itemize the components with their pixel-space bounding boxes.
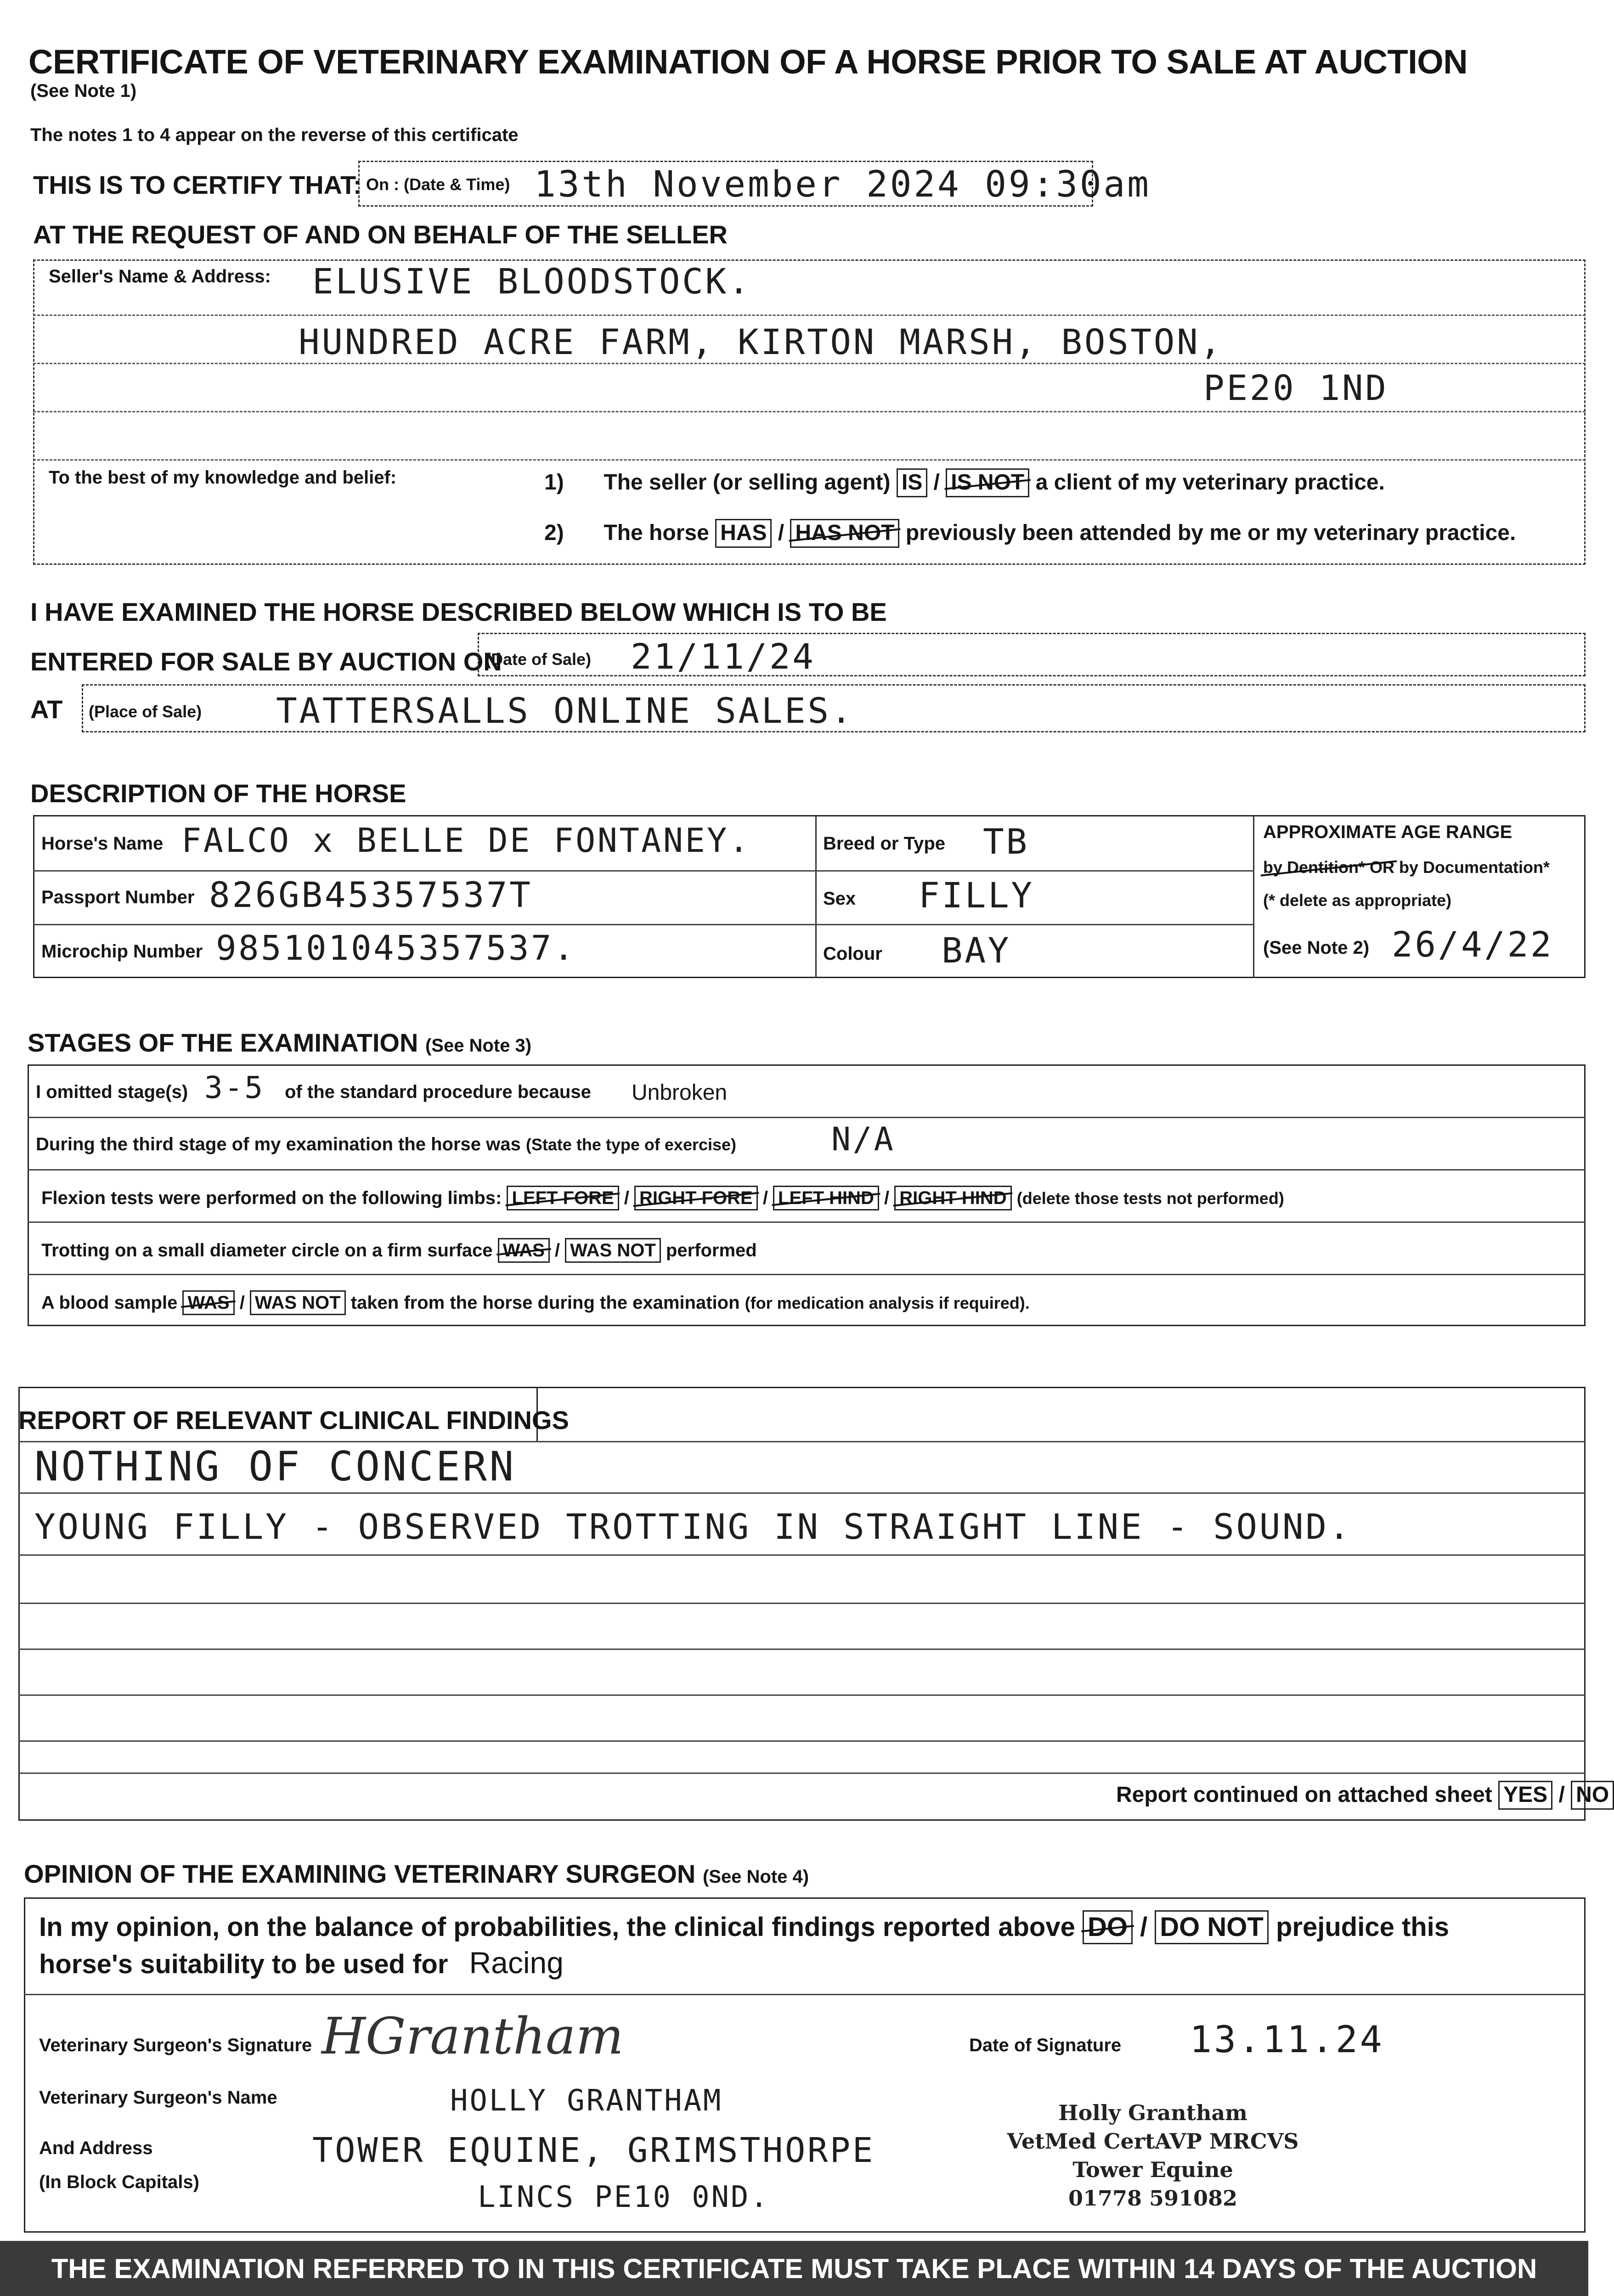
blood-sample-note: (for medication analysis if required).: [745, 1294, 1030, 1312]
stamp-name: Holly Grantham: [1058, 2100, 1247, 2125]
trot-was-not-option[interactable]: WAS NOT: [565, 1238, 661, 1263]
examined-heading: I HAVE EXAMINED THE HORSE DESCRIBED BELOW WHICH IS TO BE: [30, 597, 887, 626]
footer-banner: [0, 2241, 1588, 2296]
table-divider: [815, 815, 817, 978]
is-option[interactable]: IS: [897, 468, 927, 497]
age-method: [1263, 858, 1550, 877]
stages-heading-note: (See Note 3): [425, 1035, 532, 1056]
opinion-line: [24, 1994, 1586, 1995]
horse-name-value: FALCO x BELLE DE FONTANEY.: [181, 821, 751, 860]
footer-text: THE EXAMINATION REFERRED TO IN THIS CERTIFICATE MUST TAKE PLACE WITHIN 14 DAYS OF THE AUCTION: [51, 2253, 1537, 2284]
age-range-heading: APPROXIMATE AGE RANGE: [1263, 822, 1512, 842]
colour-label: Colour: [823, 944, 882, 964]
address-line2-value: LINCS PE10 0ND.: [478, 2180, 770, 2214]
seller-name-label: Seller's Name & Address:: [49, 266, 271, 287]
do-not-option[interactable]: DO NOT: [1155, 1910, 1269, 1944]
opinion-use-label: horse's suitability to be used for: [39, 1949, 448, 1979]
opinion-heading-text: OPINION OF THE EXAMINING VETERINARY SURGEON: [24, 1859, 696, 1888]
report-continued-label: Report continued on attached sheet: [1116, 1783, 1492, 1807]
opinion-use-value: Racing: [469, 1946, 564, 1980]
table-line: [33, 924, 1254, 925]
signature-value: HGrantham: [322, 2007, 624, 2065]
table-line: [28, 1221, 1586, 1223]
trot-was-option[interactable]: WAS: [498, 1238, 550, 1263]
third-stage-value: N/A: [831, 1120, 896, 1158]
report-line: [18, 1554, 1586, 1556]
flexion-tests-note: (delete those tests not performed): [1016, 1189, 1284, 1208]
report-line: [18, 1492, 1586, 1494]
seller-address-line2: HUNDRED ACRE FARM, KIRTON MARSH, BOSTON,: [299, 321, 1223, 362]
on-date-value: 13th November 2024 09:30am: [534, 164, 1151, 205]
age-value: 26/4/22: [1392, 924, 1554, 965]
report-heading-side-box: [536, 1387, 1586, 1441]
seller-line: [33, 459, 1586, 461]
colour-value: BAY: [942, 930, 1011, 971]
table-divider: [1253, 815, 1254, 978]
certify-date-box[interactable]: [358, 161, 1151, 207]
has-option[interactable]: HAS: [715, 519, 772, 548]
stages-heading: [28, 1028, 531, 1058]
seller-line: [33, 411, 1586, 412]
item-number: 1): [544, 470, 564, 495]
table-line: [28, 1169, 1586, 1171]
report-line: [18, 1649, 1586, 1650]
is-not-option[interactable]: IS NOT: [946, 468, 1029, 497]
omitted-stages-value: 3-5: [204, 1070, 265, 1105]
date-of-sale-value: 21/11/24: [631, 636, 816, 677]
trotting-row: Trotting on a small diameter circle on a firm surface WAS / WAS NOT performed: [41, 1238, 757, 1263]
opinion-statement: In my opinion, on the balance of probabilities, the clinical findings reported above DO / DO NOT prejudice this: [39, 1910, 1449, 1944]
date-of-signature-label: Date of Signature: [969, 2035, 1122, 2055]
flexion-tests-row: Flexion tests were performed on the following limbs: LEFT FORE / RIGHT FORE / LEFT HIND / RIGHT HIND (delete those tests not performed): [41, 1186, 1284, 1210]
trotting-label: Trotting on a small diameter circle on a firm surface: [41, 1240, 493, 1261]
address-note: (In Block Capitals): [39, 2172, 199, 2192]
seller-address-line3: PE20 1ND: [1203, 367, 1388, 408]
breed-label: Breed or Type: [823, 833, 945, 854]
left-hind-option[interactable]: LEFT HIND: [773, 1186, 879, 1210]
sex-label: Sex: [823, 889, 856, 909]
omitted-stages-label: I omitted stage(s): [36, 1082, 188, 1102]
report-line: [18, 1773, 1586, 1774]
notes-line: The notes 1 to 4 appear on the reverse of this certificate: [30, 125, 519, 145]
blood-was-not-option[interactable]: WAS NOT: [250, 1290, 346, 1315]
opinion-heading: [24, 1859, 809, 1889]
date-of-sale-label: (Date of Sale): [485, 650, 592, 669]
continued-yes-option[interactable]: YES: [1498, 1781, 1552, 1810]
stamp-phone: 01778 591082: [1068, 2186, 1238, 2211]
seller-line: [33, 363, 1586, 364]
table-line: [33, 870, 1254, 872]
opinion-text: prejudice this: [1275, 1912, 1450, 1942]
third-stage-label: [36, 1134, 736, 1155]
report-heading: REPORT OF RELEVANT CLINICAL FINDINGS: [18, 1406, 569, 1435]
report-line2-value: YOUNG FILLY - OBSERVED TROTTING IN STRAIGHT LINE - SOUND.: [34, 1506, 1352, 1547]
signature-label: Veterinary Surgeon's Signature: [39, 2035, 312, 2055]
on-date-label: On : (Date & Time): [366, 175, 510, 194]
age-delete-note: (* delete as appropriate): [1263, 891, 1452, 910]
stages-heading-text: STAGES OF THE EXAMINATION: [28, 1028, 418, 1057]
left-fore-option[interactable]: LEFT FORE: [507, 1186, 619, 1210]
horse-attended-statement: 2) The horse HAS / HAS NOT previously been attended by me or my veterinary practice.: [544, 519, 1516, 548]
item-text: a client of my veterinary practice.: [1035, 470, 1385, 495]
by-documentation-option[interactable]: by Documentation*: [1399, 858, 1550, 877]
third-stage-text: During the third stage of my examination the horse was: [36, 1134, 521, 1154]
title-note: (See Note 1): [30, 81, 137, 101]
vet-name-label: Veterinary Surgeon's Name: [39, 2088, 277, 2108]
has-not-option[interactable]: HAS NOT: [790, 519, 899, 548]
certificate-title: CERTIFICATE OF VETERINARY EXAMINATION OF A HORSE PRIOR TO SALE AT AUCTION: [28, 43, 1468, 81]
item-number: 2): [544, 521, 564, 545]
passport-number-value: 826GB45357537T: [209, 874, 533, 915]
blood-was-option[interactable]: WAS: [182, 1290, 234, 1315]
seller-line: [33, 315, 1586, 316]
horse-name-label: Horse's Name: [41, 833, 164, 854]
belief-label: To the best of my knowledge and belief:: [49, 467, 397, 488]
report-line: [18, 1694, 1586, 1696]
address-label: And Address: [39, 2138, 153, 2158]
address-line1-value: TOWER EQUINE, GRIMSTHORPE: [312, 2131, 875, 2170]
date-of-signature-value: 13.11.24: [1190, 2018, 1384, 2061]
seller-name-value: ELUSIVE BLOODSTOCK.: [312, 261, 752, 302]
trotting-post: performed: [666, 1240, 757, 1261]
do-option[interactable]: DO: [1083, 1910, 1133, 1944]
vet-stamp: [1001, 2099, 1304, 2212]
report-line: [18, 1603, 1586, 1604]
third-stage-note: (State the type of exercise): [525, 1135, 737, 1154]
place-of-sale-label: (Place of Sale): [89, 702, 202, 721]
seller-heading: AT THE REQUEST OF AND ON BEHALF OF THE SELLER: [33, 220, 728, 249]
by-dentition-option[interactable]: by Dentition* OR: [1263, 858, 1394, 877]
at-label: AT: [30, 695, 63, 724]
item-text: The seller (or selling agent): [604, 470, 891, 495]
omitted-because-label: of the standard procedure because: [285, 1082, 591, 1102]
blood-sample-label: A blood sample: [41, 1293, 178, 1313]
place-of-sale-box[interactable]: [82, 684, 1586, 732]
microchip-number-label: Microchip Number: [41, 941, 203, 962]
report-continued-row: Report continued on attached sheet YES / NO: [1116, 1781, 1614, 1810]
breed-value: TB: [983, 821, 1029, 862]
date-of-sale-box[interactable]: [478, 633, 1586, 676]
right-hind-option[interactable]: RIGHT HIND: [894, 1186, 1011, 1210]
blood-sample-post: taken from the horse during the examination: [350, 1293, 740, 1313]
stamp-practice: Tower Equine: [1072, 2157, 1233, 2182]
continued-no-option[interactable]: NO: [1571, 1781, 1614, 1810]
report-line: [18, 1740, 1586, 1742]
age-see-note: (See Note 2): [1263, 938, 1370, 958]
opinion-use-line: [39, 1945, 564, 1980]
certify-label: THIS IS TO CERTIFY THAT:: [33, 170, 362, 199]
report-line: [18, 1441, 1586, 1442]
vet-name-value: HOLLY GRANTHAM: [450, 2084, 723, 2118]
place-of-sale-value: TATTERSALLS ONLINE SALES.: [276, 690, 854, 731]
omitted-reason-value: Unbroken: [632, 1080, 728, 1105]
table-line: [28, 1274, 1586, 1275]
table-line: [28, 1117, 1586, 1118]
blood-sample-row: A blood sample WAS / WAS NOT taken from the horse during the examination (for medication analysis if required).: [41, 1290, 1030, 1315]
entered-for-sale-heading: ENTERED FOR SALE BY AUCTION ON: [30, 647, 502, 676]
description-heading: DESCRIPTION OF THE HORSE: [30, 779, 406, 808]
right-fore-option[interactable]: RIGHT FORE: [634, 1186, 758, 1210]
item-text: previously been attended by me or my veterinary practice.: [905, 521, 1516, 545]
passport-number-label: Passport Number: [41, 887, 195, 907]
flexion-tests-label: Flexion tests were performed on the following limbs:: [41, 1188, 502, 1208]
stamp-qualifications: VetMed CertAVP MRCVS: [1007, 2129, 1299, 2154]
microchip-number-value: 985101045357537.: [216, 929, 576, 968]
opinion-heading-note: (See Note 4): [702, 1867, 809, 1887]
opinion-text: In my opinion, on the balance of probabilities, the clinical findings reported above: [39, 1912, 1075, 1942]
item-text: The horse: [604, 521, 709, 545]
seller-client-statement: 1) The seller (or selling agent) IS / IS NOT a client of my veterinary practice.: [544, 468, 1385, 497]
report-line1-value: NOTHING OF CONCERN: [34, 1443, 516, 1490]
sex-value: FILLY: [919, 875, 1034, 916]
